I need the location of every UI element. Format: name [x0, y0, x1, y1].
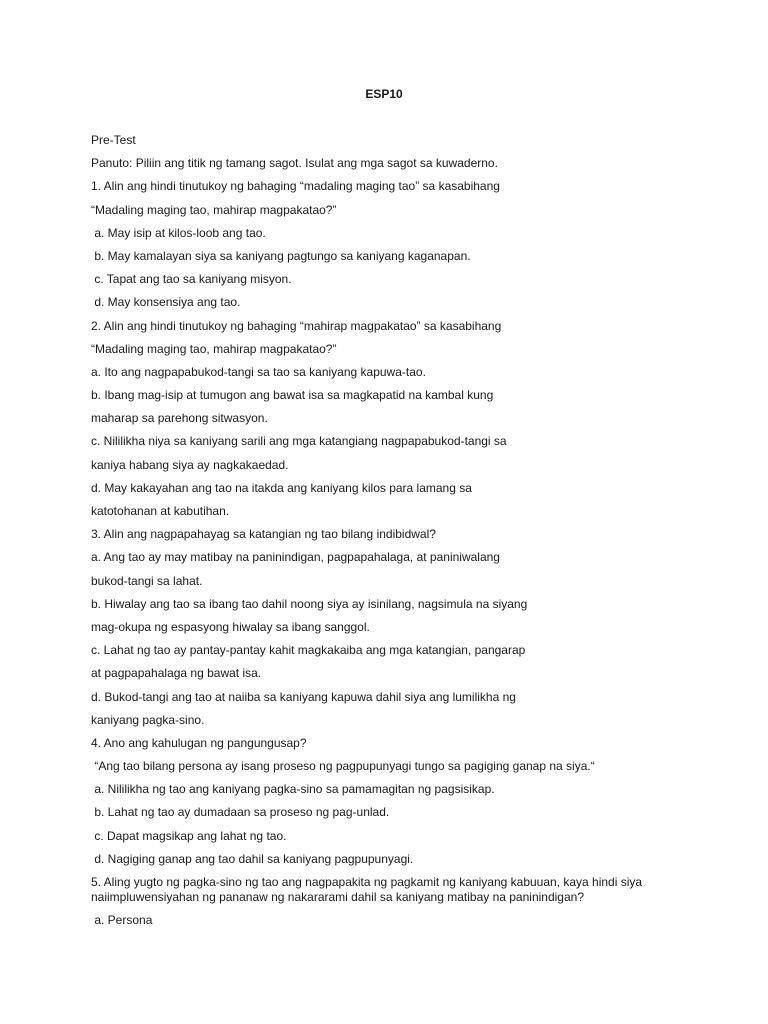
question-3-choice-d-line-2: kaniyang pagka-sino.	[91, 712, 205, 727]
question-4-choice-d: d. Nagiging ganap ang tao dahil sa kaniyang pagpupunyagi.	[91, 851, 414, 866]
question-2-line-2: “Madaling maging tao, mahirap magpakatao?”	[91, 341, 337, 356]
instructions: Panuto: Piliin ang titik ng tamang sagot. Isulat ang mga sagot sa kuwaderno.	[91, 156, 498, 171]
question-2-choice-c-line-1: c. Nililikha niya sa kaniyang sarili ang mga katangiang nagpapabukod-tangi sa	[91, 434, 507, 449]
question-3-choice-a-line-1: a. Ang tao ay may matibay na paninindigan, pagpapahalaga, at paniniwalang	[91, 550, 500, 565]
document-body	[91, 133, 691, 936]
question-1-choice-b: b. May kamalayan siya sa kaniyang pagtungo sa kaniyang kaganapan.	[91, 248, 471, 263]
question-4-choice-a: a. Nililikha ng tao ang kaniyang pagka-sino sa pamamagitan ng pagsisikap.	[91, 782, 495, 797]
question-2-choice-b-line-1: b. Ibang mag-isip at tumugon ang bawat isa sa magkapatid na kambal kung	[91, 388, 494, 403]
document-title: ESP10	[365, 87, 403, 101]
question-3-choice-d-line-1: d. Bukod-tangi ang tao at naiiba sa kaniyang kapuwa dahil siya ang lumilikha ng	[91, 689, 516, 704]
question-4-quote: “Ang tao bilang persona ay isang proseso ng pagpupunyagi tungo sa pagiging ganap na siya.“	[91, 759, 595, 774]
question-3-choice-a-line-2: bukod-tangi sa lahat.	[91, 573, 203, 588]
question-1-choice-d: d. May konsensiya ang tao.	[91, 295, 241, 310]
question-5-choice-a: a. Persona	[91, 913, 153, 928]
question-2-choice-d-line-2: katotohanan at kabutihan.	[91, 504, 230, 518]
question-3-choice-c-line-2: at pagpapahalaga ng bawat isa.	[91, 666, 262, 681]
question-2-choice-b-line-2: maharap sa parehong sitwasyon.	[91, 411, 268, 426]
question-2-choice-a: a. Ito ang nagpapabukod-tangi sa tao sa kaniyang kapuwa-tao.	[91, 364, 426, 379]
question-3: 3. Alin ang nagpapahayag sa katangian ng tao bilang indibidwal?	[91, 527, 436, 542]
question-2-line-1: 2. Alin ang hindi tinutukoy ng bahaging “mahirap magpakatao” sa kasabihang	[91, 318, 502, 333]
question-1-choice-a: a. May isip at kilos-loob ang tao.	[91, 225, 266, 240]
question-2-choice-d-line-1: d. May kakayahan ang tao na itakda ang kaniyang kilos para lamang sa	[91, 480, 472, 495]
question-3-choice-c-line-1: c. Lahat ng tao ay pantay-pantay kahit magkakaiba ang mga katangian, pangarap	[91, 643, 526, 658]
question-1-line-1: 1. Alin ang hindi tinutukoy ng bahaging “madaling maging tao” sa kasabihang	[91, 179, 500, 194]
question-2-choice-c-line-2: kaniya habang siya ay nagkakaedad.	[91, 457, 289, 472]
question-4-choice-b: b. Lahat ng tao ay dumadaan sa proseso ng pag-unlad.	[91, 805, 390, 820]
question-4-choice-c: c. Dapat magsikap ang lahat ng tao.	[91, 828, 287, 843]
question-5-line-1: 5. Aling yugto ng pagka-sino ng tao ang nagpapakita ng pagkamit ng kaniyang kabuuan, kaya hindi siya	[91, 875, 643, 889]
section-heading: Pre-Test	[91, 133, 136, 147]
question-1-choice-c: c. Tapat ang tao sa kaniyang misyon.	[91, 272, 292, 287]
question-5-line-2: naiimpluwensiyahan ng pananaw ng nakararami dahil sa kaniyang matibay na paninindigan?	[91, 890, 584, 904]
question-4: 4. Ano ang kahulugan ng pangungusap?	[91, 735, 307, 750]
question-1-line-2: “Madaling maging tao, mahirap magpakatao?”	[91, 202, 337, 217]
question-3-choice-b-line-1: b. Hiwalay ang tao sa ibang tao dahil noong siya ay isinilang, nagsimula na siyang	[91, 596, 528, 611]
question-3-choice-b-line-2: mag-okupa ng espasyong hiwalay sa ibang sanggol.	[91, 619, 370, 634]
